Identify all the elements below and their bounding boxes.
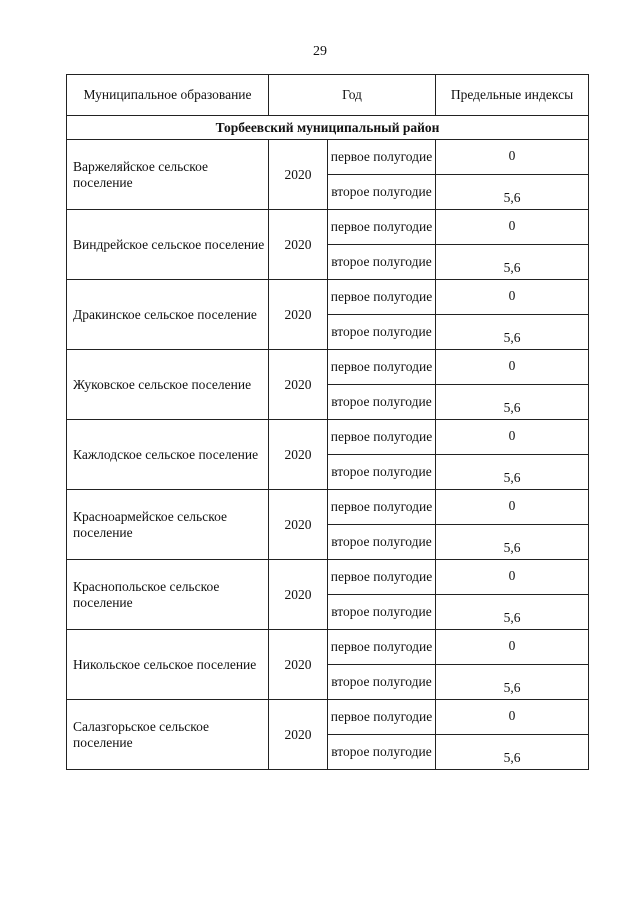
first-half-index: 0 <box>436 140 589 175</box>
year-cell: 2020 <box>269 490 328 560</box>
table-row <box>67 140 589 175</box>
first-half-label: первое полугодие <box>328 210 436 245</box>
year-cell: 2020 <box>269 350 328 420</box>
district-title: Торбеевский муниципальный район <box>67 116 589 140</box>
first-half-index: 0 <box>436 350 589 385</box>
first-half-index: 0 <box>436 420 589 455</box>
year-cell: 2020 <box>269 420 328 490</box>
municipality-name: Варжеляйское сельское поселение <box>67 140 269 210</box>
second-half-label: второе полугодие <box>328 735 436 770</box>
first-half-index: 0 <box>436 630 589 665</box>
table-row <box>67 490 589 525</box>
table-row <box>67 700 589 735</box>
municipality-name: Красноармейское сельское поселение <box>67 490 269 560</box>
table-row <box>67 210 589 245</box>
year-cell: 2020 <box>269 560 328 630</box>
second-half-index: 5,6 <box>436 525 589 560</box>
year-cell: 2020 <box>269 630 328 700</box>
second-half-label: второе полугодие <box>328 525 436 560</box>
first-half-label: первое полугодие <box>328 420 436 455</box>
municipality-name: Кажлодское сельское поселение <box>67 420 269 490</box>
indices-table <box>66 74 589 770</box>
first-half-label: первое полугодие <box>328 280 436 315</box>
table-row <box>67 280 589 315</box>
first-half-index: 0 <box>436 560 589 595</box>
year-cell: 2020 <box>269 210 328 280</box>
second-half-index: 5,6 <box>436 665 589 700</box>
second-half-index: 5,6 <box>436 735 589 770</box>
second-half-label: второе полугодие <box>328 385 436 420</box>
second-half-index: 5,6 <box>436 315 589 350</box>
second-half-index: 5,6 <box>436 595 589 630</box>
second-half-label: второе полугодие <box>328 455 436 490</box>
second-half-label: второе полугодие <box>328 175 436 210</box>
header-year: Год <box>269 75 436 116</box>
second-half-index: 5,6 <box>436 175 589 210</box>
table-row <box>67 560 589 595</box>
first-half-index: 0 <box>436 210 589 245</box>
second-half-index: 5,6 <box>436 455 589 490</box>
first-half-label: первое полугодие <box>328 630 436 665</box>
table-row <box>67 420 589 455</box>
second-half-index: 5,6 <box>436 245 589 280</box>
municipality-name: Жуковское сельское поселение <box>67 350 269 420</box>
second-half-label: второе полугодие <box>328 245 436 280</box>
second-half-index: 5,6 <box>436 385 589 420</box>
year-cell: 2020 <box>269 700 328 770</box>
second-half-label: второе полугодие <box>328 595 436 630</box>
year-cell: 2020 <box>269 280 328 350</box>
header-municipality: Муниципальное образование <box>67 75 269 116</box>
first-half-label: первое полугодие <box>328 560 436 595</box>
first-half-label: первое полугодие <box>328 140 436 175</box>
district-row <box>67 116 589 140</box>
municipality-name: Дракинское сельское поселение <box>67 280 269 350</box>
second-half-label: второе полугодие <box>328 315 436 350</box>
municipality-name: Виндрейское сельское поселение <box>67 210 269 280</box>
table-row <box>67 350 589 385</box>
table-header-row <box>67 75 589 116</box>
first-half-index: 0 <box>436 490 589 525</box>
first-half-label: первое полугодие <box>328 700 436 735</box>
first-half-label: первое полугодие <box>328 490 436 525</box>
table-body <box>67 75 589 770</box>
year-cell: 2020 <box>269 140 328 210</box>
page-number: 29 <box>313 44 327 59</box>
municipality-name: Салазгорьское сельское поселение <box>67 700 269 770</box>
table-row <box>67 630 589 665</box>
first-half-label: первое полугодие <box>328 350 436 385</box>
municipality-name: Краснопольское сельское поселение <box>67 560 269 630</box>
first-half-index: 0 <box>436 280 589 315</box>
municipality-name: Никольское сельское поселение <box>67 630 269 700</box>
header-indices: Предельные индексы <box>436 75 589 116</box>
first-half-index: 0 <box>436 700 589 735</box>
second-half-label: второе полугодие <box>328 665 436 700</box>
